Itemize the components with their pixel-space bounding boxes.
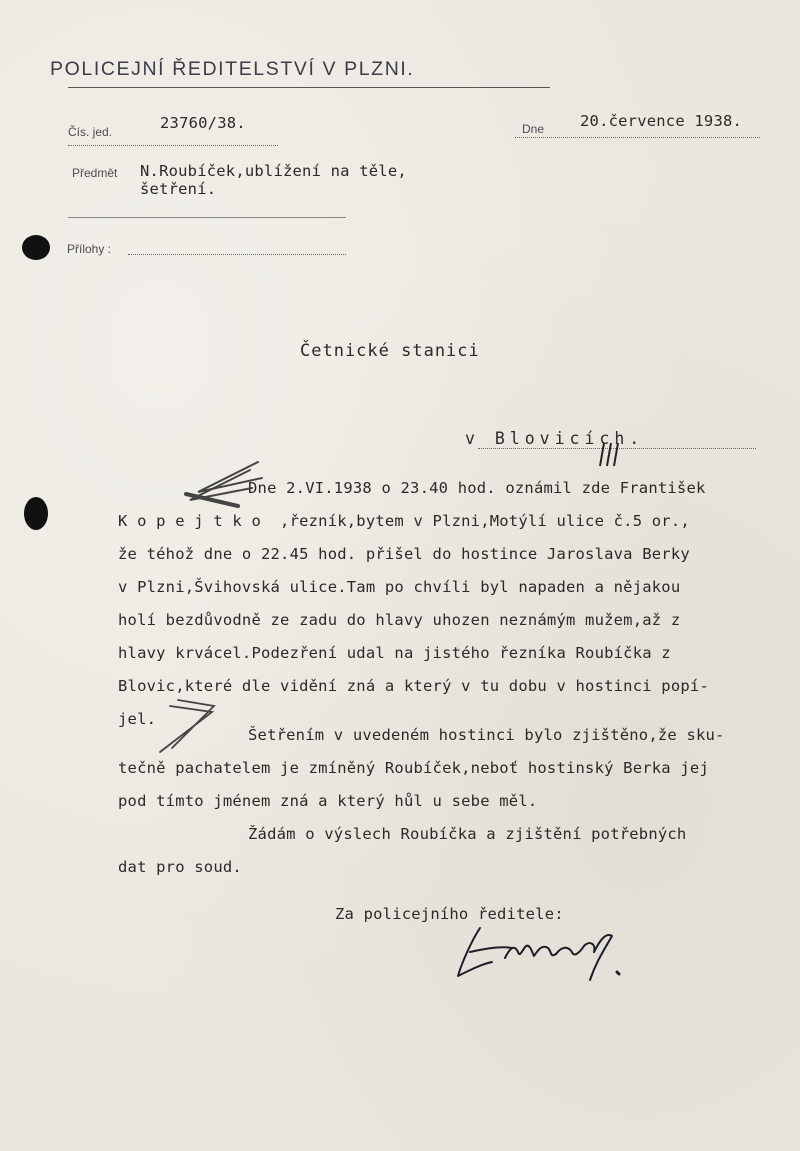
handwritten-signature xyxy=(458,928,619,980)
addressee-line-1: Četnické stanici xyxy=(300,341,480,361)
attachments-label: Přílohy : xyxy=(67,242,112,256)
body-line-12: Žádám o výslech Roubíčka a zjištění potřebných xyxy=(248,825,687,843)
pencil-arrow-marks-2 xyxy=(160,700,214,752)
letterhead-title: POLICEJNÍ ŘEDITELSTVÍ V PLZNI. xyxy=(50,58,415,80)
body-line-8: jel. xyxy=(118,710,157,728)
body-line-9: Šetřením v uvedeném hostinci bylo zjištěno,že sku- xyxy=(248,726,725,744)
body-line-3: že téhož dne o 22.45 hod. přišel do hostince Jaroslava Berky xyxy=(118,545,690,563)
subject-line-2: šetření. xyxy=(140,180,217,198)
ref-label: Čís. jed. xyxy=(68,125,113,139)
date-label: Dne xyxy=(522,122,545,136)
body-line-2: K o p e j t k o ,řezník,bytem v Plzni,Motýlí ulice č.5 or., xyxy=(118,512,690,530)
subject-label: Předmět xyxy=(72,166,118,180)
body-line-5: holí bezdůvodně ze zadu do hlavy uhozen neznámým mužem,až z xyxy=(118,611,681,629)
body-line-6: hlavy krvácel.Podezření udal na jistého řezníka Roubíčka z xyxy=(118,644,671,662)
body-line-7: Blovic,které dle vidění zná a který v tu dobu v hostinci popí- xyxy=(118,677,709,695)
addressee-line-2: v Blovicích. xyxy=(465,429,645,448)
closing-line: Za policejního ředitele: xyxy=(335,905,564,923)
body-line-11: pod tímto jménem zná a který hůl u sebe měl. xyxy=(118,792,538,810)
body-line-10: tečně pachatelem je zmíněný Roubíček,neboť hostinský Berka jej xyxy=(118,759,709,777)
ref-value: 23760/38. xyxy=(160,114,246,132)
body-line-1: Dne 2.VI.1938 o 23.40 hod. oznámil zde František xyxy=(248,479,706,497)
pencil-arrow-marks xyxy=(186,462,262,506)
subject-line-1: N.Roubíček,ublížení na těle, xyxy=(140,162,407,180)
body-line-13: dat pro soud. xyxy=(118,858,242,876)
underline-ticks-mark xyxy=(600,443,618,466)
body-line-4: v Plzni,Švihovská ulice.Tam po chvíli byl napaden a nějakou xyxy=(118,578,681,596)
date-value: 20.července 1938. xyxy=(580,112,743,130)
